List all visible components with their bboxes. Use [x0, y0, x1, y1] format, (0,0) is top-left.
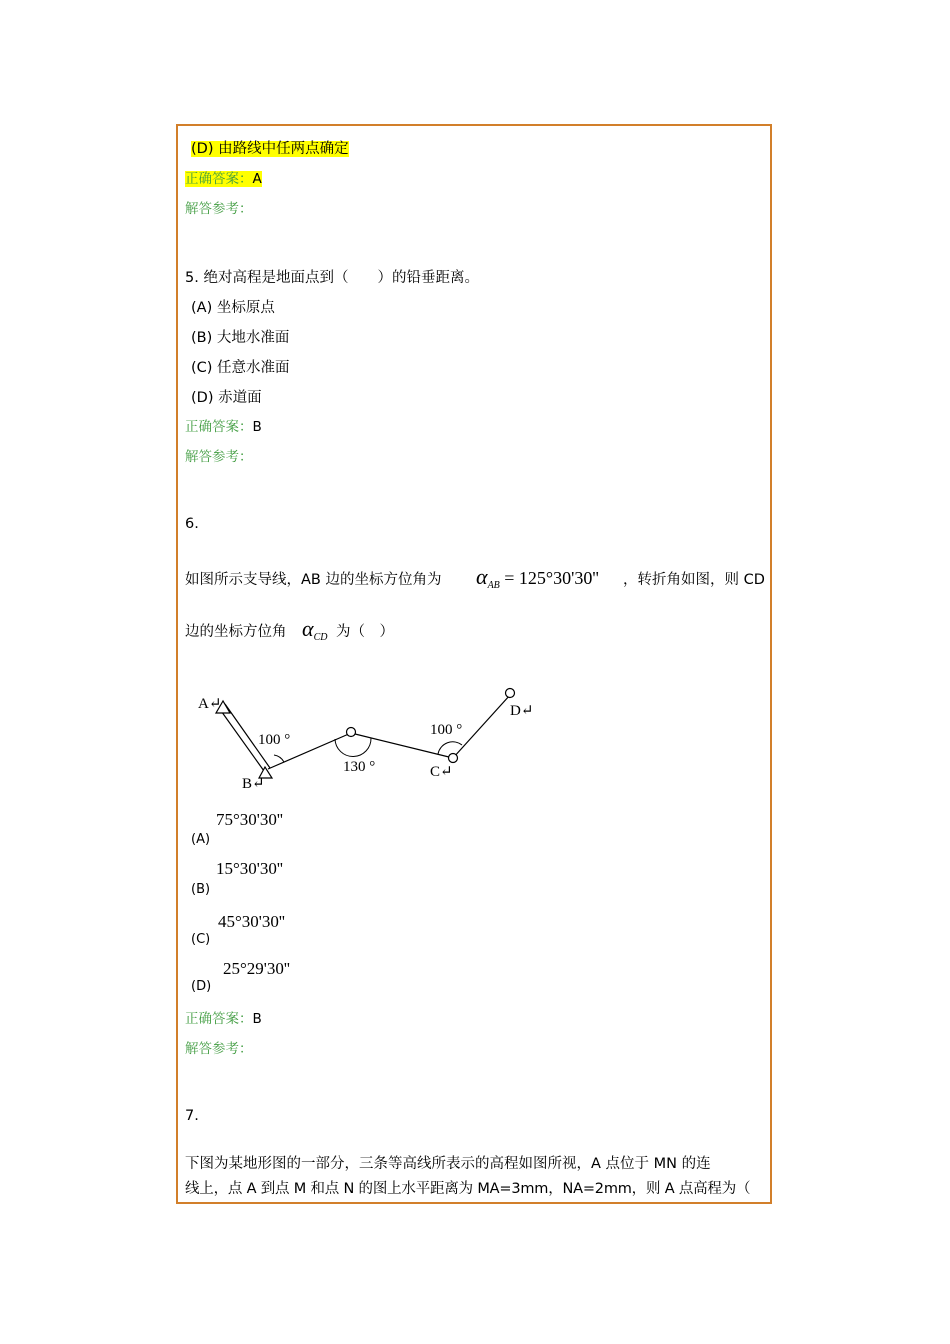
q6-explanation-label: 解答参考： [185, 1041, 253, 1057]
q6-option-c-value: 45°30'30'' [218, 912, 285, 931]
station-c-circle [449, 754, 458, 763]
angle-arc-mid [335, 738, 371, 756]
q4-option-d: (D) 由路线中任两点确定 [191, 141, 349, 157]
angle-label-b: 100 ° [258, 732, 291, 748]
q6-option-a-value: 75°30'30'' [216, 810, 283, 829]
label-d: D↵ [510, 703, 533, 719]
q6-alpha-cd-symbol: $\alpha_{CD}$ [302, 616, 328, 643]
q6-stem-part2: ，转折角如图，则 CD [623, 572, 765, 588]
q5-option-d: (D) 赤道面 [191, 390, 262, 406]
q5-option-b: (B) 大地水准面 [191, 330, 290, 346]
q6-option-b-label: (B) [191, 882, 211, 897]
q6-option-c-label: (C) [191, 932, 211, 947]
q5-stem: 5. 绝对高程是地面点到（ ）的铅垂距离。 [185, 270, 479, 286]
q7-number: 7. [185, 1108, 199, 1124]
q5-option-c: (C) 任意水准面 [191, 360, 290, 376]
angle-label-mid: 130 ° [343, 759, 376, 775]
q7-stem-line2: 线上，点 A 到点 M 和点 N 的图上水平距离为 MA=3mm，NA=2mm，则 A 点高程为（ [185, 1181, 751, 1197]
station-mid-circle [347, 728, 356, 737]
q6-alpha-ab-formula: $\alpha_{AB} = 125^\circ 30'30''$ [476, 564, 599, 591]
q6-stem-line2-b: 为（ ） [336, 624, 394, 640]
q5-answer: 正确答案：B [185, 419, 262, 435]
q5-explanation-label: 解答参考： [185, 449, 253, 465]
q4-answer: 正确答案：A [185, 171, 262, 187]
label-a: A↵ [198, 696, 222, 712]
traverse-diagram [188, 681, 533, 796]
q7-stem-line1: 下图为某地形图的一部分，三条等高线所表示的高程如图所视，A 点位于 MN 的连 [185, 1156, 711, 1172]
q6-option-a-label: (A) [191, 832, 211, 847]
station-d-circle [506, 689, 515, 698]
angle-arc-b [274, 755, 284, 762]
label-c: C↵ [430, 764, 453, 780]
q6-number: 6. [185, 516, 199, 532]
label-b: B↵ [242, 776, 265, 792]
q6-option-d-value: 25°29'30'' [223, 959, 290, 978]
q5-option-a: (A) 坐标原点 [191, 300, 275, 316]
q6-option-b-value: 15°30'30'' [216, 859, 283, 878]
q6-option-d-label: (D) [191, 979, 212, 994]
question-panel [176, 124, 772, 1204]
q6-answer: 正确答案：B [185, 1011, 262, 1027]
q4-explanation-label: 解答参考： [185, 201, 253, 217]
q6-stem-line2-a: 边的坐标方位角 [185, 624, 287, 640]
q6-stem-part1: 如图所示支导线，AB 边的坐标方位角为 [185, 572, 442, 588]
angle-label-c: 100 ° [430, 722, 463, 738]
